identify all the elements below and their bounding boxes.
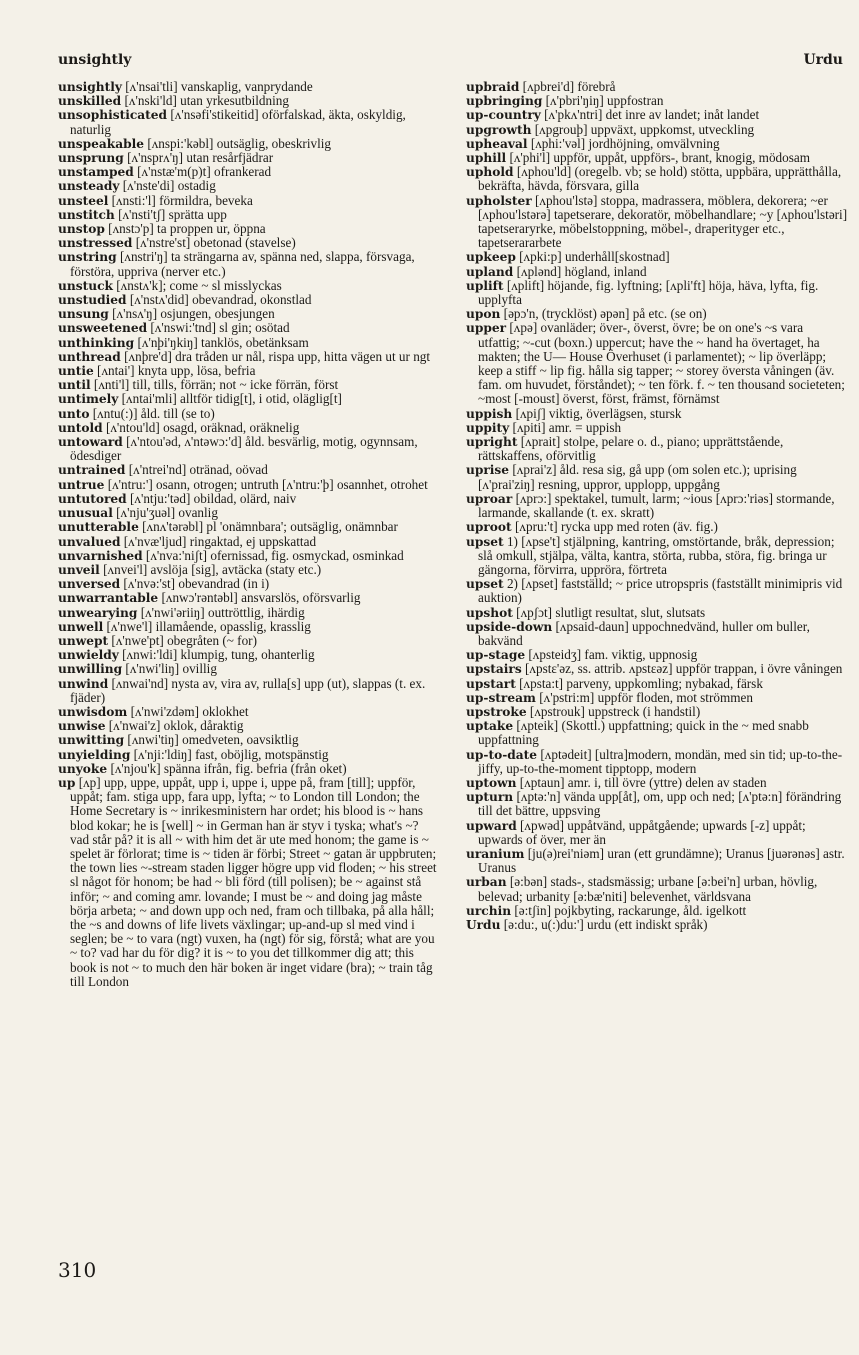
dictionary-entry [58,762,440,776]
definition: [ʌ'nsʌ'ŋ] osjungen, obesjungen [112,306,275,322]
headword: uphill [466,151,507,166]
headword: up-stage [466,648,526,663]
headword: uprise [466,463,510,478]
definition: [ʌ'njou'k] spänna ifrån, fig. befria (från oket) [110,760,347,776]
headword: upturn [466,790,514,805]
definition: [ʌ'nwe'l] illamående, opasslig, krasslig [106,618,311,634]
definition: [ʌp] upp, uppe, uppåt, upp i, uppe i, uppe på, fram [till]; uppför, uppåt; fam. stiga upp, fara upp, lyfta; ~ to London till London; the Home Secretary is ~ inrikesministern har ordet; his blood is ~ hans blod kokar; he is [well] ~ in German han är styv i tyska; what's ~? vad står på? it is all ~ with him det är ute med honom; the game is ~ spelet är förlorat; time is ~ tiden är förbi; Street ~ gatan är uppbruten; the town lies ~-stream staden ligger högre upp vid floden; ~ his street sl något för honom; be had ~ bli förd (till polisen); be ~ against stå inför; ~ and coming amr. lovande; I must be ~ and doing jag måste börja arbeta; ~ and down upp och ned, fram och tillbaka, på alla håll; the ~s and downs of life livets växlingar; up-and-up sl med vind i seglen; be ~ to vara (ngt) vuxen, ha (ngt) för sig, förstå; what are you ~ to? vad har du för dig? it is ~ to you det tillkommer dig att; this book is not ~ to much den här boken är inget vidare (bra); ~ train tåg till London [70,774,437,989]
dictionary-entry [466,123,848,137]
headword: unveil [58,562,100,577]
dictionary-entry [58,463,440,477]
headword: unstop [58,222,105,237]
headword: unwilling [58,662,123,677]
definition: [əpɔ'n, (trycklöst) əpən] på etc. (se on) [503,306,707,322]
definition: [ʌ'nswi:'tnd] sl gin; osötad [150,320,290,336]
headword: unsung [58,307,109,322]
headword: unusual [58,506,113,521]
headword: upland [466,264,514,279]
headword: upstairs [466,662,522,677]
dictionary-entry [466,151,848,165]
dictionary-entry [466,918,848,932]
headword: unstressed [58,236,133,251]
headword: uproar [466,491,513,506]
definition: [ə:du:, u(:)du:'] urdu (ett indiskt språk) [503,916,708,932]
headword: unskilled [58,94,122,109]
definition: [ʌpru:'t] rycka upp med roten (äv. fig.) [515,519,718,535]
right-column [466,80,848,932]
dictionary-entry [58,321,440,335]
definition: [ʌpə] ovanläder; över-, överst, övre; be on one's ~s vara utfattig; ~-cut (boxn.) uppercut; have the ~ hand ha övertaget, ha makten; the U— House Överhuset (i parlamentet); ~ lip överläpp; keep a stiff ~ lip fig. hålla sig tapper; ~ storey översta våningen (äv. fam. om huvudet, förståndet); ~ ten förk. f. ~ ten thousand societeten; ~most [-moust] överst, först, främst, förnämst [478,320,845,407]
dictionary-entry [58,137,440,151]
dictionary-entry [466,137,848,151]
dictionary-entry [58,435,440,463]
headword: unversed [58,577,121,592]
definition: [ʌnþre'd] dra tråden ur nål, rispa upp, hitta vägen ut ur ngt [124,348,431,364]
headword: uranium [466,846,525,861]
dictionary-entry [466,677,848,691]
headword: unstudied [58,293,127,308]
dictionary-entry [58,208,440,222]
dictionary-entry [466,662,848,676]
definition: [ʌnʌ'tərəbl] pl 'onämnbara'; outsäglig, onämnbar [142,519,398,535]
definition: [ʌpstɛ'əz, ss. attrib. ʌpstɛəz] uppför trappan, i övre våningen [524,661,843,677]
left-column [58,80,440,989]
definition: [ʌ'nwe'pt] obegråten (~ for) [111,632,257,648]
dictionary-entry [466,535,848,578]
definition: [ʌpwəd] uppåtvänd, uppåtgående; upwards [-z] uppåt; upwards of över, mer än [478,817,806,847]
dictionary-entry [58,236,440,250]
definition: [ʌphou'lstə] stoppa, madrassera, möblera, dekorera; ~er [ʌphou'lstərə] tapetserare, dekoratör, möbelhandlare; ~y [ʌphou'lstəri] tapetseraryrke, möbelstoppning, möbel-, draperityger etc., tapetserararbete [478,192,848,251]
definition: [ʌ'pstri:m] uppför floden, mot strömmen [539,689,753,705]
definition: [ʌpki:p] underhåll[skostnad] [519,249,670,265]
headword: untold [58,420,103,435]
definition: [ʌ'ntju:'təd] obildad, olärd, naiv [129,490,297,506]
headword: upbringing [466,94,543,109]
headword: uplift [466,278,504,293]
headword: upgrowth [466,122,532,137]
dictionary-entry [466,165,848,193]
definition: [ʌptə:'n] vända upp[åt], om, upp och ned; [ʌ'ptə:n] förändring till det bättre, uppsving [478,789,842,819]
dictionary-entry [58,634,440,648]
dictionary-entry [58,250,440,278]
definition: [ʌ'nvæ'ljud] ringaktad, ej uppskattad [123,533,317,549]
headword: unvarnished [58,548,143,563]
headword: unsweetened [58,321,148,336]
dictionary-entry [58,591,440,605]
headword: unwitting [58,733,125,748]
definition: [ʌprai'z] åld. resa sig, gå upp (om solen etc.); uprising [ʌ'prai'ziŋ] resning, uppror, upplopp, uppgång [478,462,797,492]
dictionary-entry [58,165,440,179]
headword: unthinking [58,335,135,350]
definition: [ʌplift] höjande, fig. lyftning; [ʌpli'ft] höja, häva, lyfta, fig. upplyfta [478,277,819,308]
definition: [ʌpiʃ] viktig, överlägsen, stursk [515,405,682,421]
headword: unutterable [58,520,139,535]
dictionary-entry [466,606,848,620]
definition: [ʌ'ntru:'] osann, otrogen; untruth [ʌ'ntru:'þ] osannhet, otrohet [107,476,428,492]
definition: [ʌpstrouk] uppstreck (i handstil) [529,703,701,719]
headword: upstroke [466,704,527,719]
dictionary-entry [466,577,848,605]
dictionary-entry [466,648,848,662]
definition: 1) [ʌpse't] stjälpning, kantring, omstörtande, bråk, depression; slå omkull, stjälpa, välta, kantra, störta, rubba, störa, fig. bringa ur gängorna, förvirra, uppröra, förtreta [478,533,835,577]
headword: unsightly [58,80,122,94]
headword: upshot [466,605,513,620]
headword: upstart [466,676,516,691]
dictionary-entry [58,350,440,364]
headword: unto [58,406,90,421]
dictionary-entry [58,222,440,236]
definition: [ə:tʃin] pojkbyting, rackarunge, åld. igelkott [514,902,747,918]
headword: unwept [58,633,109,648]
definition: [ʌnstɔ'p] ta proppen ur, öppna [108,221,266,237]
dictionary-entry [58,492,440,506]
definition: [ʌ'nsəfi'stikeitid] oförfalskad, äkta, oskyldig, naturlig [70,107,406,137]
definition: [ʌ'nstæ'm(p)t] ofrankerad [137,164,272,180]
headword: unspeakable [58,136,145,151]
dictionary-entry [58,719,440,733]
dictionary-entry [466,279,848,307]
dictionary-entry [58,776,440,989]
dictionary-entry [466,421,848,435]
headword: urchin [466,903,512,918]
dictionary-entry [466,321,848,406]
definition: [ʌ'pkʌ'ntri] det inre av landet; inåt landet [544,107,760,123]
definition: [ʌnspi:'kəbl] outsäglig, obeskrivlig [147,135,331,151]
dictionary-entry [58,535,440,549]
definition: [ʌnti'l] till, tills, förrän; not ~ icke förrän, först [93,377,339,393]
headword: uppity [466,420,510,435]
definition: [ʌ'nva:'niʃt] ofernissad, fig. osmyckad, osminkad [145,547,404,563]
headword: unsprung [58,151,124,166]
dictionary-entry [58,392,440,406]
headword: unwarrantable [58,591,159,606]
headword: upheaval [466,136,528,151]
headword: up-to-date [466,747,538,762]
headword: unvalued [58,534,121,549]
definition: [ʌ'nwi'zdəm] oklokhet [130,703,249,719]
dictionary-entry [466,194,848,251]
definition: [ʌ'nski'ld] utan yrkesutbildning [124,93,289,109]
dictionary-entry [466,875,848,903]
definition: [ʌpiti] amr. = uppish [512,419,622,435]
definition: [ʌ'phi'l] uppför, uppåt, uppförs-, brant, knogig, mödosam [509,150,810,166]
definition: [ʌnvei'l] avslöja [sig], avtäcka (staty etc.) [103,561,322,577]
headword: untrained [58,463,126,478]
headword: untoward [58,435,123,450]
definition: [ʌpsta:t] parveny, uppkomling; nybakad, färsk [519,675,763,691]
definition: [ʌ'nstre'st] obetonad (stavelse) [135,235,296,251]
dictionary-entry [58,151,440,165]
dictionary-entry [58,336,440,350]
definition: [ʌpsaid-daun] uppochnedvänd, huller om buller, bakvänd [478,618,810,648]
definition: [ju(ə)rei'niəm] uran (ett grundämne); Uranus [juərənəs] astr. Uranus [478,845,845,876]
dictionary-entry [466,250,848,264]
headword: upward [466,818,517,833]
definition: [ʌ'ntou'əd, ʌ'ntəwɔ:'d] åld. besvärlig, motig, ogynnsam, ödesdiger [70,434,418,464]
dictionary-entry [58,94,440,108]
page-number: 310 [58,1258,97,1282]
dictionary-entry [58,748,440,762]
dictionary-entry [466,435,848,463]
definition: [ʌ'nwai'z] oklok, dåraktig [108,718,244,734]
dictionary-entry [58,705,440,719]
headword: unwell [58,619,104,634]
dictionary-entry [58,364,440,378]
definition: [ʌpsteidʒ] fam. viktig, uppnosig [528,647,698,663]
dictionary-entry [466,520,848,534]
definition: [ʌ'ntou'ld] osagd, oräknad, oräknelig [105,419,300,435]
dictionary-entry [58,648,440,662]
definition: [ʌ'nsti'tʃ] sprätta upp [118,206,227,222]
dictionary-entry [466,847,848,875]
headword: uproot [466,520,512,535]
dictionary-entry [58,563,440,577]
headword: unwise [58,719,106,734]
definition: [ʌnwai'nd] nysta av, vira av, rulla[s] upp (ut), slappas (t. ex. fjäder) [70,675,426,705]
headword: upbraid [466,80,520,94]
headword: unstitch [58,207,115,222]
dictionary-entry [466,492,848,520]
definition: [ʌphi:'vəl] jordhöjning, omvälvning [530,135,720,151]
dictionary-entry [58,577,440,591]
dictionary-entry [58,478,440,492]
definition: [ʌ'nstʌ'did] obevandrad, okonstlad [129,292,312,308]
dictionary-entry [58,662,440,676]
definition: [ʌnstʌ'k]; come ~ sl misslyckas [116,277,282,293]
definition: [ʌntai'mli] alltför tidig[t], i otid, oläglig[t] [121,391,342,407]
dictionary-entry [58,421,440,435]
headword: upright [466,435,518,450]
headword: upholster [466,193,532,208]
dictionary-entry [58,549,440,563]
dictionary-entry [58,520,440,534]
headword: up [58,775,76,790]
dictionary-entry [466,705,848,719]
dictionary-entry [58,506,440,520]
dictionary-entry [58,194,440,208]
headword: uppish [466,406,513,421]
headword: untutored [58,491,127,506]
dictionary-entry [466,94,848,108]
definition: [ʌ'pbri'ŋiŋ] uppfostran [545,93,664,109]
definition: 2) [ʌpset] fastställd; ~ price utropspris (fastställt minimipris vid auktion) [478,576,843,606]
definition: [ʌ'nvə:'st] obevandrad (in i) [123,576,270,592]
definition: [ʌnsti:'l] förmildra, beveka [111,192,253,208]
headword: unstring [58,250,117,265]
dictionary-entry [58,179,440,193]
dictionary-entry [58,80,440,94]
definition: [ʌprait] stolpe, pelare o. d., piano; upprättstående, rättskaffens, oförvitlig [478,434,784,464]
headword: unstamped [58,165,134,180]
headword: upside-down [466,619,553,634]
dictionary-entry [466,620,848,648]
headword: uphold [466,165,514,180]
headword: unsteel [58,193,109,208]
dictionary-entry [466,463,848,491]
headword: Urdu [466,917,501,932]
definition: [ʌntai'] knyta upp, lösa, befria [97,363,256,379]
headword: upkeep [466,250,516,265]
dictionary-entry [466,108,848,122]
definition: [ʌntu(:)] åld. till (se to) [92,405,215,421]
dictionary-entry [58,378,440,392]
definition: [ʌ'nju'ʒuəl] ovanlig [116,505,218,521]
definition: [ʌ'nsprʌ'ŋ] utan resårfjädrar [127,150,274,166]
headword: upset [466,534,504,549]
definition: [ʌ'nji:'ldiŋ] fast, oböjlig, motspänstig [133,746,329,762]
dictionary-entry [58,108,440,136]
definition: [ʌnstri'ŋ] ta strängarna av, spänna ned, slappa, försvaga, förstöra, uppriva (nerver etc.) [70,249,415,279]
headword: unwisdom [58,704,128,719]
definition: [ʌ'nsai'tli] vanskaplig, vanprydande [125,79,313,94]
dictionary-entry [466,80,848,94]
definition: [ʌpgrouþ] uppväxt, uppkomst, utveckling [534,121,755,137]
headword: unwearying [58,605,138,620]
running-head-left: unsightly [58,52,132,68]
definition: [ʌprɔ:] spektakel, tumult, larm; ~ious [ʌprɔ:'riəs] stormande, larmande, skallande (t. ex. skratt) [478,490,835,521]
headword: unsteady [58,179,120,194]
dictionary-entry [466,691,848,705]
definition: [ʌnwɔ'rəntəbl] ansvarslös, oförsvarlig [161,590,361,606]
dictionary-entry [58,620,440,634]
headword: up-stream [466,690,536,705]
headword: unwieldy [58,648,119,663]
dictionary-entry [58,307,440,321]
definition: [ʌpʃɔt] slutligt resultat, slut, slutsats [516,604,706,620]
dictionary-entry [466,776,848,790]
headword: urban [466,875,507,890]
dictionary-entry [466,407,848,421]
dictionary-entry [58,293,440,307]
dictionary-entry [466,790,848,818]
headword: untimely [58,392,119,407]
dictionary-entry [58,733,440,747]
running-head-right: Urdu [803,52,843,68]
definition: [ʌ'nwi'liŋ] ovillig [125,661,217,677]
dictionary-entry [466,265,848,279]
dictionary-entry [466,904,848,918]
headword: uptake [466,719,514,734]
dictionary-entry [58,606,440,620]
headword: uptown [466,775,517,790]
headword: upper [466,321,507,336]
headword: upset [466,577,504,592]
dictionary-entry [58,279,440,293]
headword: untie [58,364,94,379]
definition: [ʌphou'ld] (oregelb. vb; se hold) stötta, uppbära, upprätthålla, bekräfta, hävda, försvara, gilla [478,164,842,194]
definition: [ʌ'nþi'ŋkiŋ] tanklös, obetänksam [137,334,309,350]
definition: [ʌ'nste'di] ostadig [122,178,216,194]
headword: untrue [58,477,105,492]
definition: [ʌ'nwi'əriiŋ] outtröttlig, ihärdig [140,604,305,620]
dictionary-entry [466,307,848,321]
definition: [ʌptaun] amr. i, till övre (yttre) delen av staden [519,774,767,790]
headword: until [58,378,91,393]
dictionary-entry [466,819,848,847]
definition: [ʌnwi'tiŋ] omedveten, oavsiktlig [127,732,299,748]
dictionary-entry [58,677,440,705]
definition: [ʌplənd] högland, inland [516,263,647,279]
headword: unsophisticated [58,108,168,123]
headword: unwind [58,676,109,691]
dictionary-entry [466,719,848,747]
definition: [ə:bən] stads-, stadsmässig; urbane [ə:bei'n] urban, hövlig, belevad; urbanity [ə:bæ'niti] belevenhet, världsvana [478,874,818,904]
headword: unyoke [58,761,108,776]
headword: unyielding [58,747,131,762]
headword: unthread [58,349,121,364]
definition: [ʌnwi:'ldi] klumpig, tung, ohanterlig [122,647,315,663]
headword: upon [466,307,501,322]
headword: unstuck [58,278,113,293]
definition: [ʌpbrei'd] förebrå [522,79,616,94]
dictionary-entry [466,748,848,776]
definition: [ʌ'ntrei'nd] otränad, oövad [128,462,268,478]
definition: [ʌpteik] (Skottl.) uppfattning; quick in the ~ med snabb uppfattning [478,718,809,748]
dictionary-entry [58,407,440,421]
definition: [ʌptədeit] [ultra]modern, mondän, med sin tid; up-to-the-jiffy, up-to-the-moment tipptopp, modern [478,746,843,776]
headword: up-country [466,108,541,123]
